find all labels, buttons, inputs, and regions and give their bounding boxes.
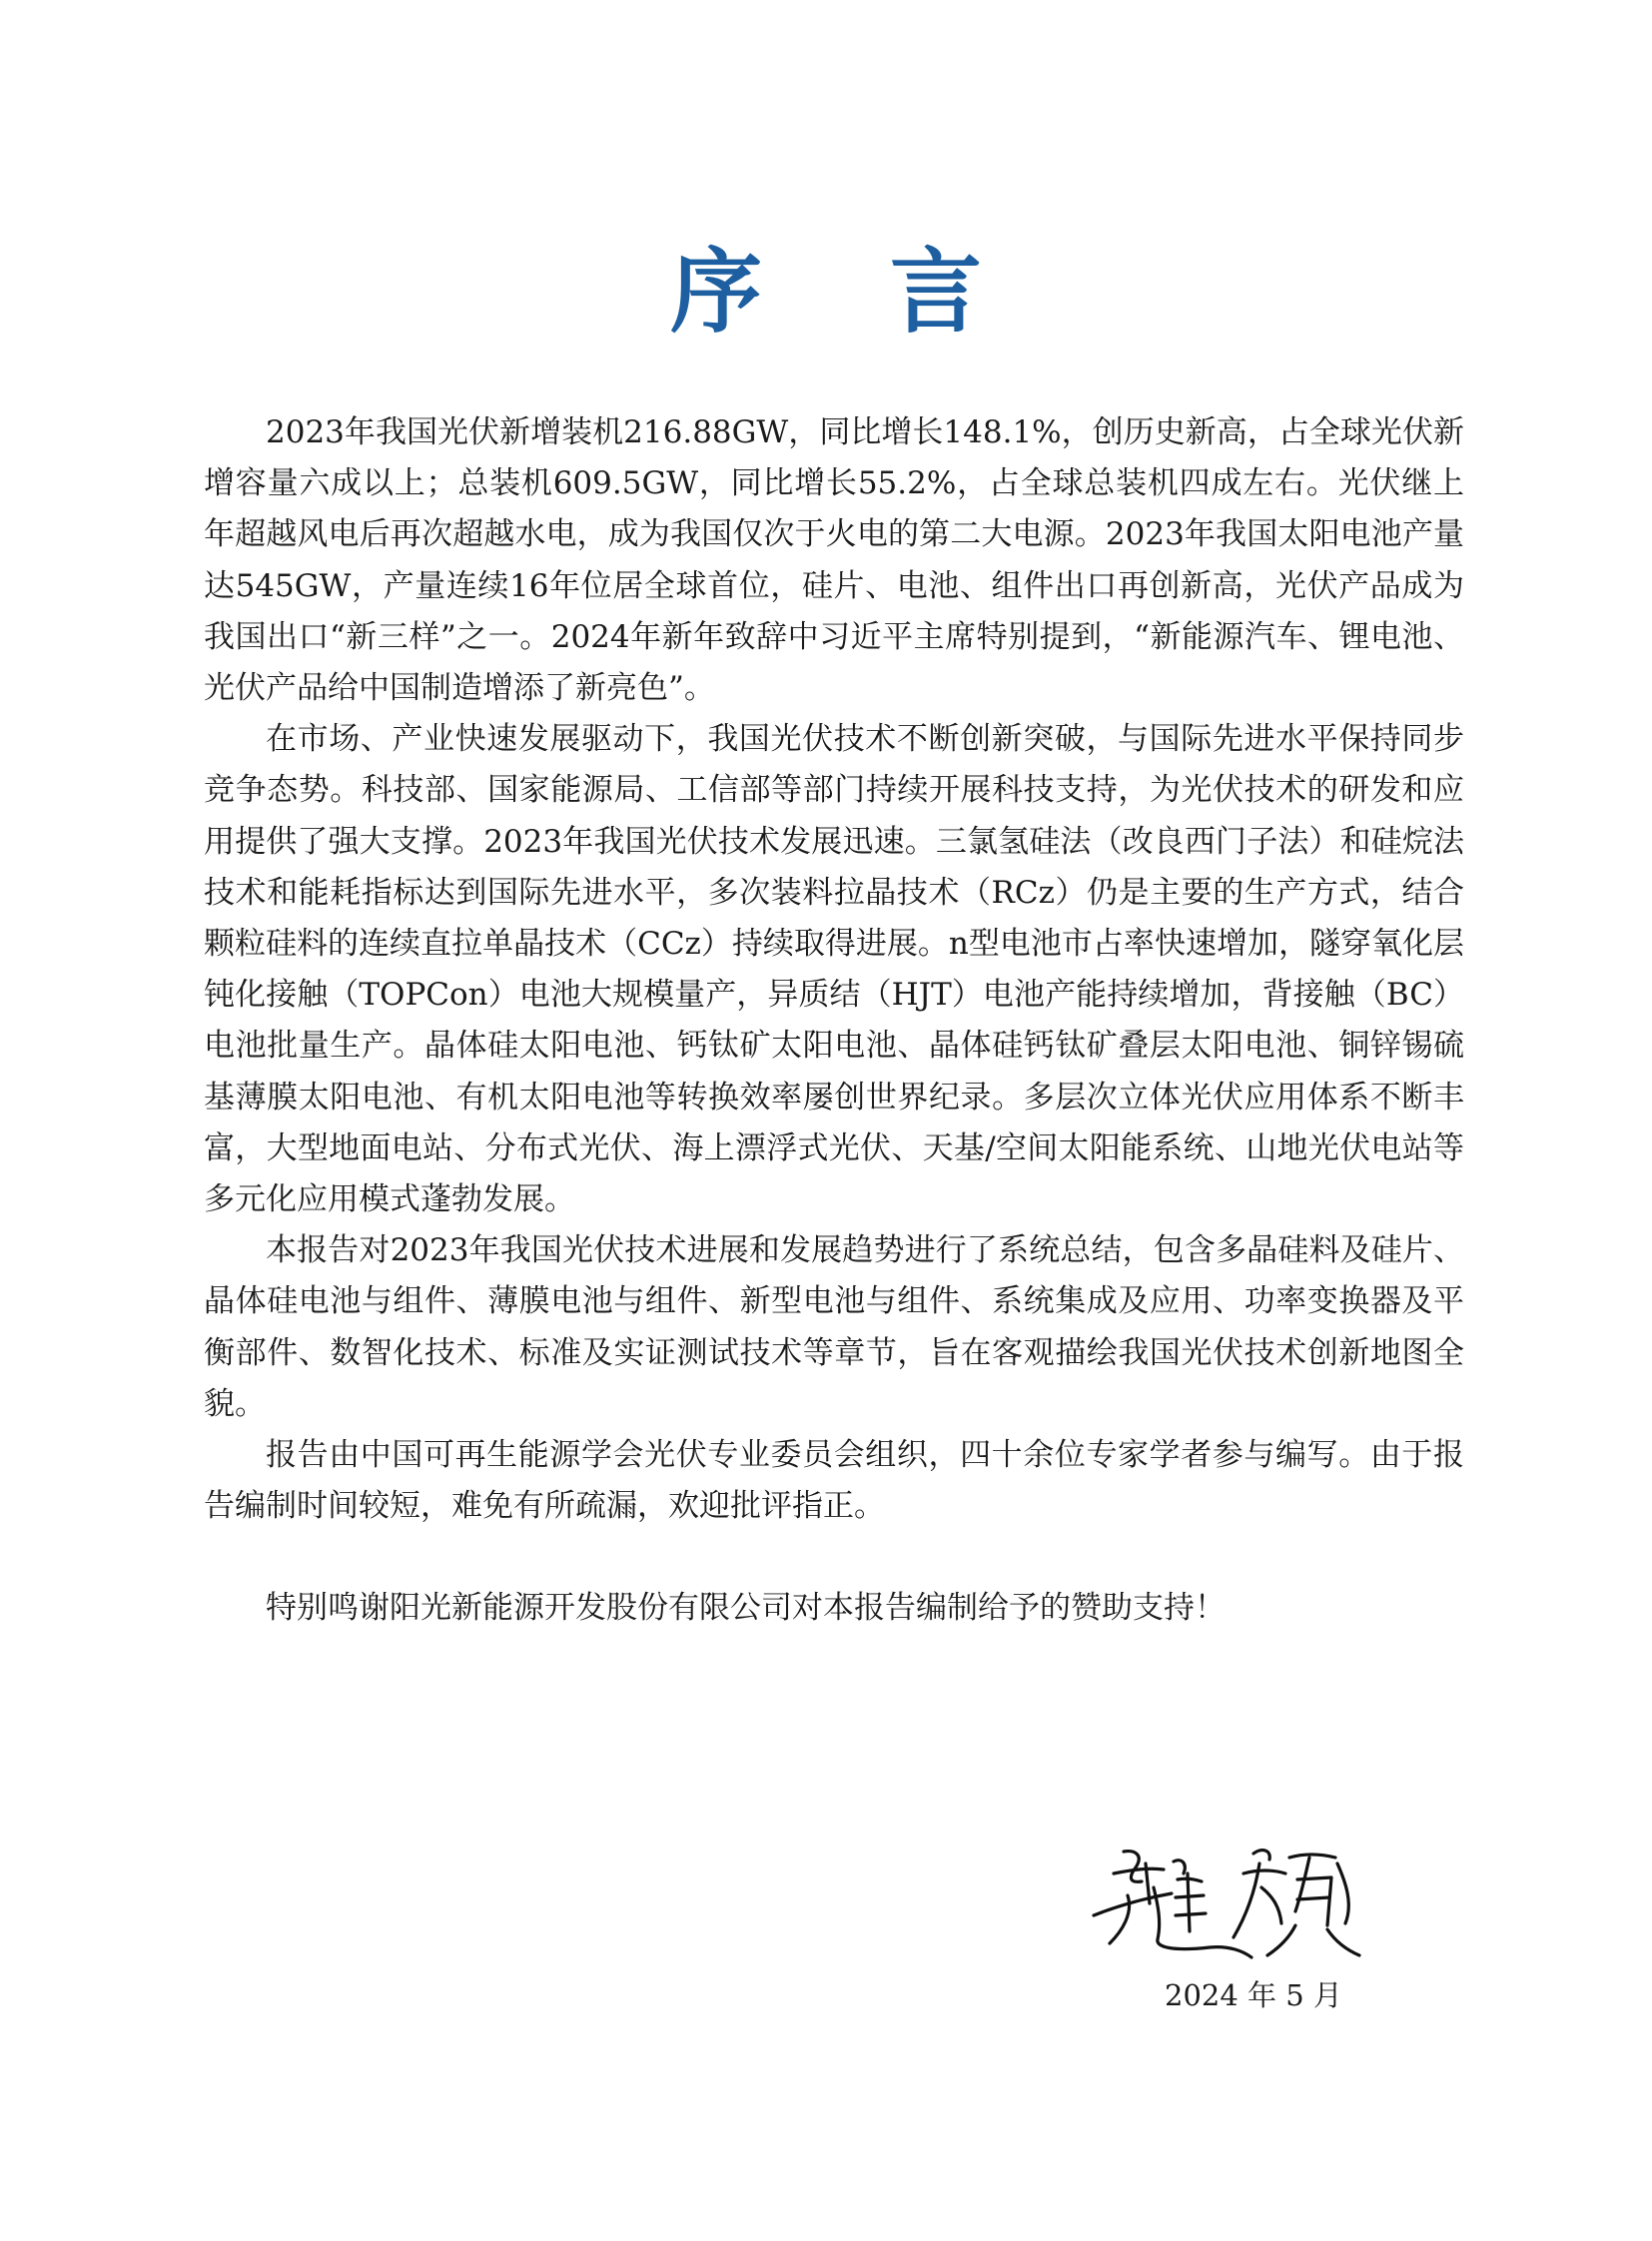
paragraph-1: 2023年我国光伏新增装机216.88GW，同比增长148.1%，创历史新高，占全球光伏新增容量六成以上；总装机609.5GW，同比增长55.2%，占全球总装机四成左右。光伏继上年超越风电后再次超越水电，成为我国仅次于火电的第二大电源。2023年我国太阳电池产量达545GW，产量连续16年位居全球首位，硅片、电池、组件出口再创新高，光伏产品成为我国出口“新三样”之一。2024年新年致辞中习近平主席特别提到，“新能源汽车、锂电池、光伏产品给中国制造增添了新亮色”。 — [204, 414, 1464, 707]
handwritten-signature — [1084, 1834, 1383, 1973]
preface-body — [204, 407, 1464, 1635]
paragraph-3: 本报告对2023年我国光伏技术进展和发展趋势进行了系统总结，包含多晶硅料及硅片、晶体硅电池与组件、薄膜电池与组件、新型电池与组件、系统集成及应用、功率变换器及平衡部件、数智化技术、标准及实证测试技术等章节，旨在客观描绘我国光伏技术创新地图全貌。 — [204, 1232, 1464, 1422]
page-title: 序 言 — [669, 239, 1031, 346]
date: 2024 年 5 月 — [1165, 1978, 1342, 2012]
paragraph-4: 报告由中国可再生能源学会光伏专业委员会组织，四十余位专家学者参与编写。由于报告编制时间较短，难免有所疏漏，欢迎批评指正。 — [204, 1437, 1464, 1525]
acknowledgement: 特别鸣谢阳光新能源开发股份有限公司对本报告编制给予的赞助支持！ — [266, 1590, 1226, 1627]
signature-image — [1084, 1834, 1383, 1973]
paragraph-2: 在市场、产业快速发展驱动下，我国光伏技术不断创新突破，与国际先进水平保持同步竞争态势。科技部、国家能源局、工信部等部门持续开展科技支持，为光伏技术的研发和应用提供了强大支撑。2023年我国光伏技术发展迅速。三氯氢硅法（改良西门子法）和硅烷法技术和能耗指标达到国际先进水平，多次装料拉晶技术（RCz）仍是主要的生产方式，结合颗粒硅料的连续直拉单晶技术（CCz）持续取得进展。n型电池市占率快速增加，隧穿氧化层钝化接触（TOPCon）电池大规模量产，异质结（HJT）电池产能持续增加，背接触（BC）电池批量生产。晶体硅太阳电池、钙钛矿太阳电池、晶体硅钙钛矿叠层太阳电池、铜锌锡硫基薄膜太阳电池、有机太阳电池等转换效率屡创世界纪录。多层次立体光伏应用体系不断丰富，大型地面电站、分布式光伏、海上漂浮式光伏、天基/空间太阳能系统、山地光伏电站等多元化应用模式蓬勃发展。 — [204, 721, 1464, 1218]
